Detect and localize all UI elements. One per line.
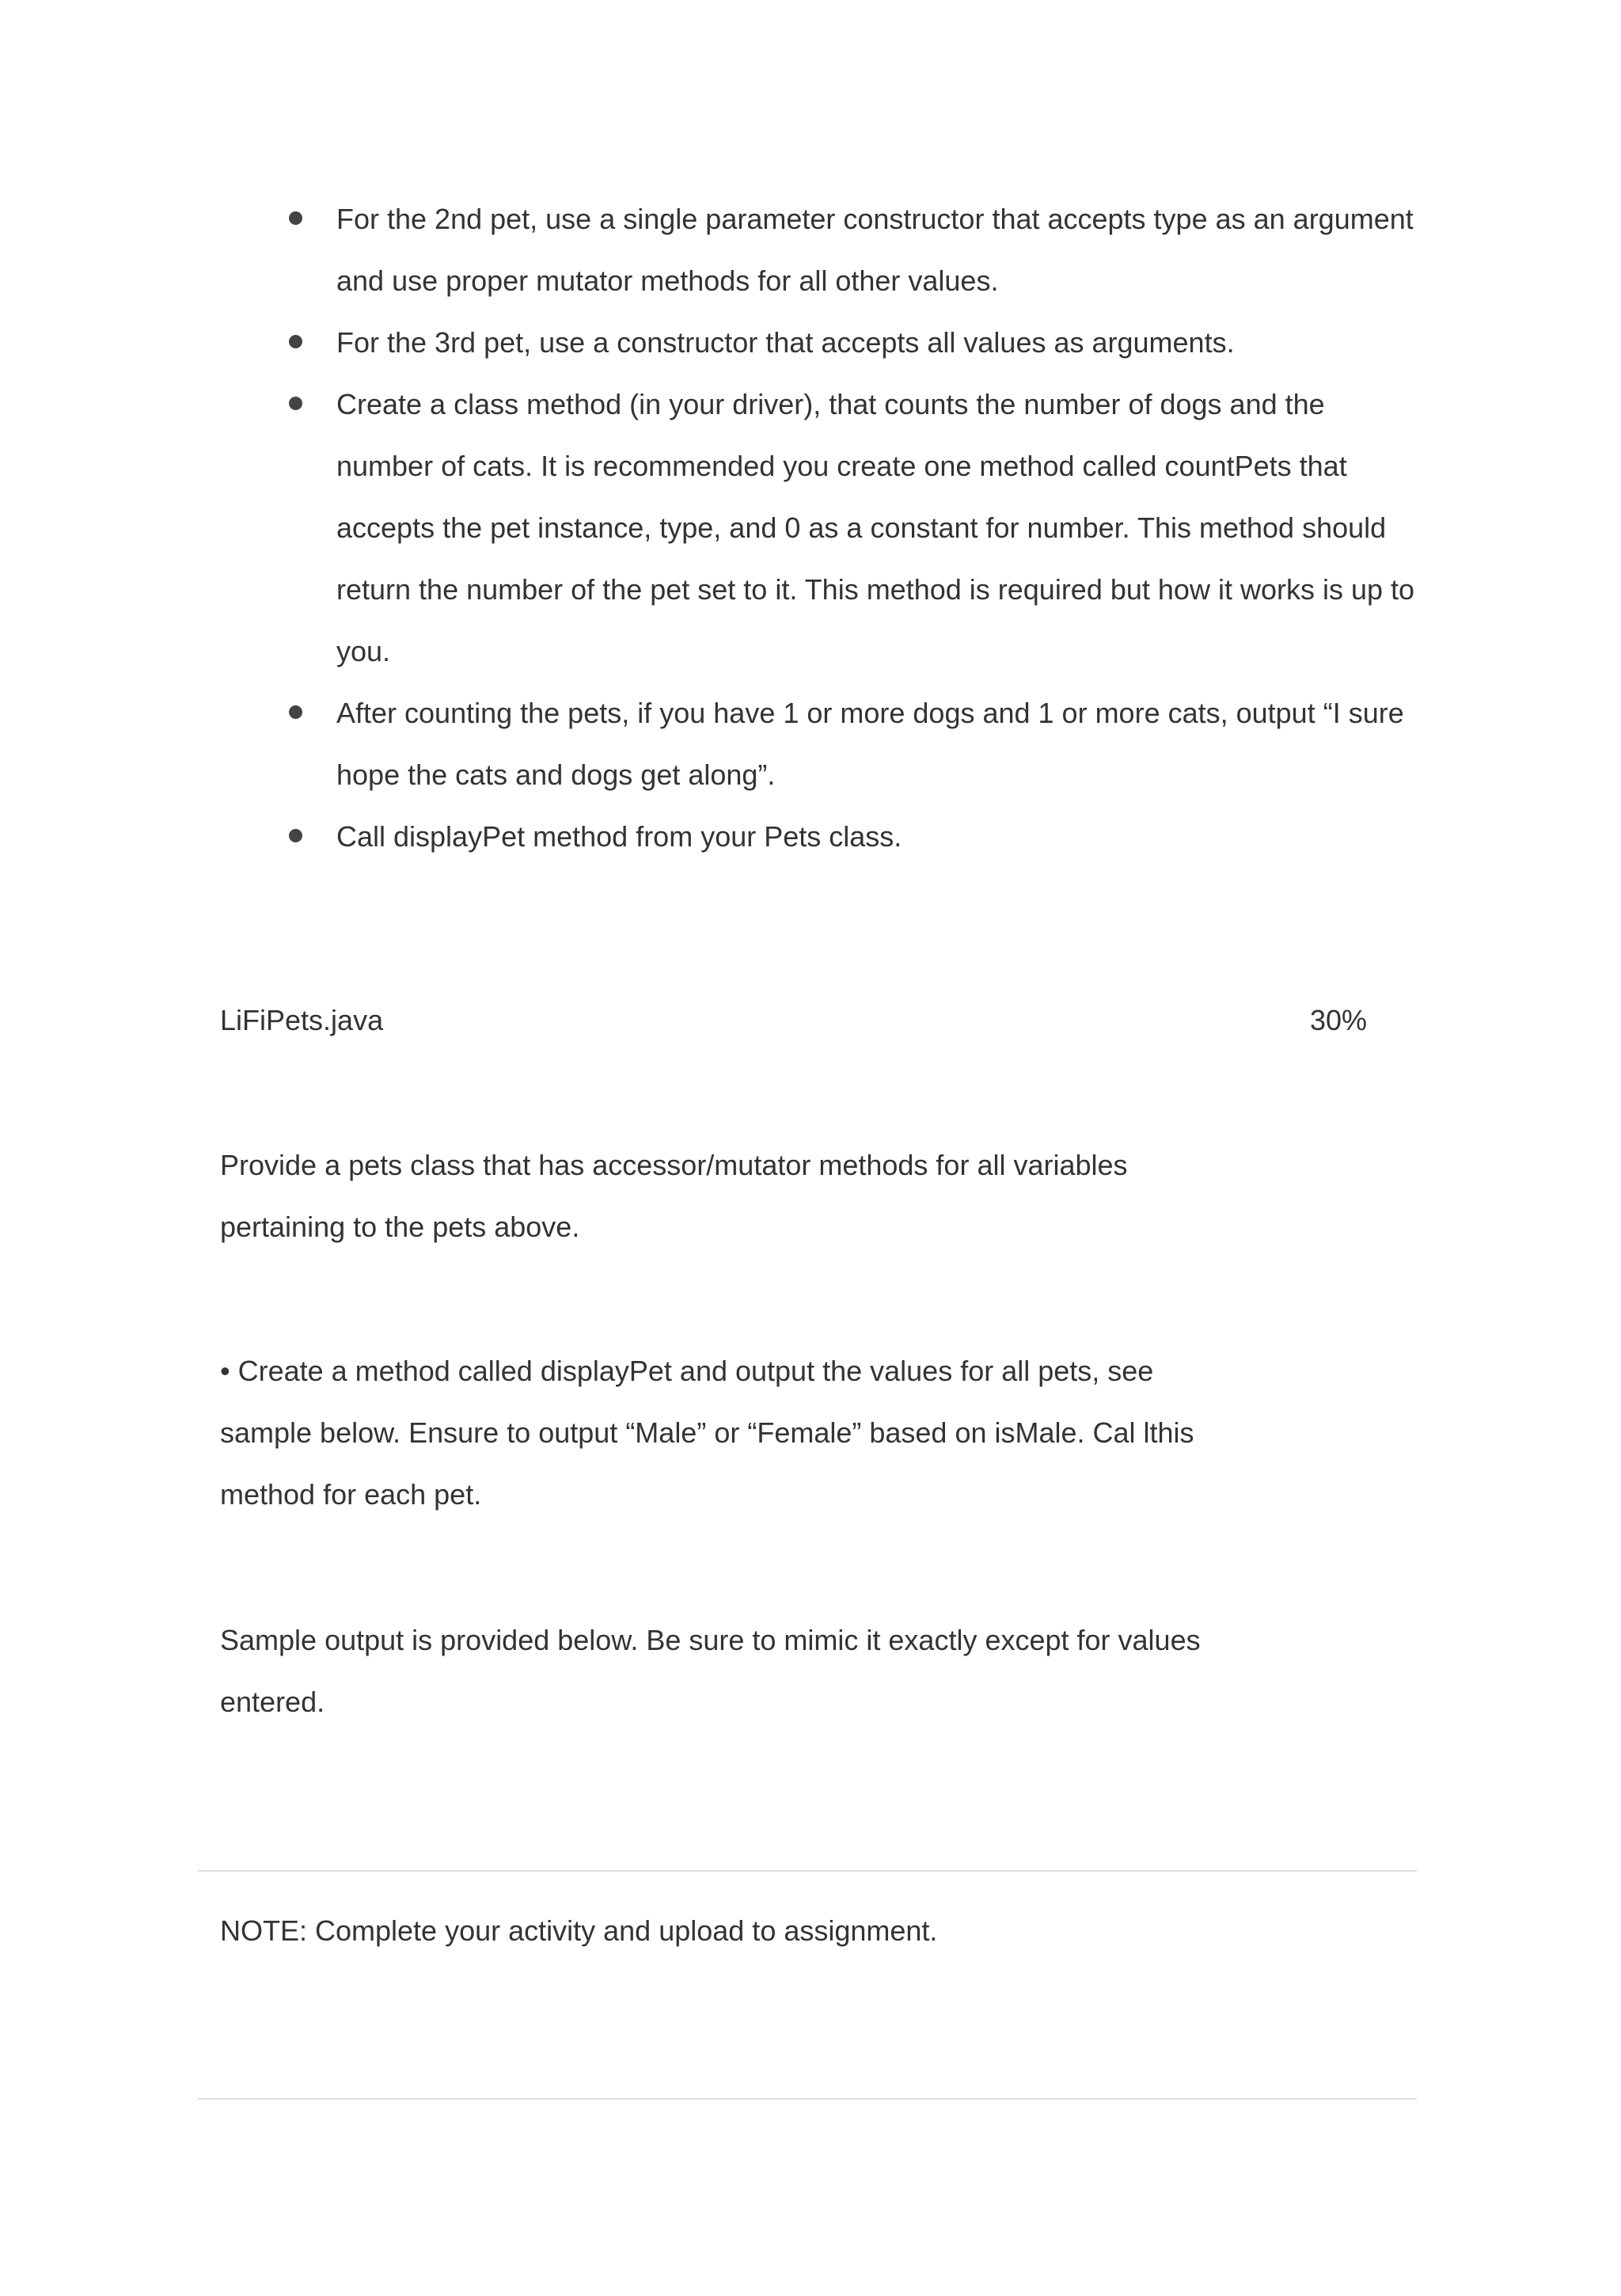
- bullet-text: Call displayPet method from your Pets class.: [336, 820, 902, 853]
- top-divider: [198, 1870, 1417, 1872]
- note-text: NOTE: Complete your activity and upload to assignment.: [220, 1914, 938, 1947]
- bullet-text: After counting the pets, if you have 1 or more dogs and 1 or more cats, output “I sure hope the cats and dogs get along”.: [336, 697, 1404, 791]
- requirements-bullet-list: [289, 188, 1429, 868]
- bullet-text: For the 2nd pet, use a single parameter constructor that accepts type as an argument and use proper mutator methods for all other values.: [336, 203, 1414, 297]
- bullet-text: Create a class method (in your driver), that counts the number of dogs and the number of cats. It is recommended you create one method called countPets that accepts the pet instance, type, and 0 as a constant for number. This method should return the number of the pet set to it. This method is required but how it works is up to you.: [336, 388, 1415, 667]
- display-pet-paragraph: • Create a method called displayPet and output the values for all pets, see sample below. Ensure to output “Male” or “Female” based on isMale. Cal lthis method for each pet.: [220, 1355, 1194, 1511]
- pets-class-paragraph: Provide a pets class that has accessor/mutator methods for all variables pertaining to the pets above.: [220, 1149, 1128, 1243]
- file-weight-percent: 30%: [1310, 1004, 1368, 1036]
- bullet-item: [289, 188, 1429, 312]
- bullet-item: [289, 374, 1429, 682]
- bullet-item: [289, 682, 1429, 806]
- bullet-item: [289, 806, 1429, 868]
- bottom-divider: [198, 2098, 1417, 2100]
- bullet-dot-icon: [289, 335, 302, 348]
- bullet-dot-icon: [289, 211, 302, 225]
- bullet-dot-icon: [289, 397, 302, 410]
- bullet-dot-icon: [289, 829, 302, 842]
- sample-output-paragraph: Sample output is provided below. Be sure to mimic it exactly except for values entered.: [220, 1624, 1201, 1718]
- bullet-text: For the 3rd pet, use a constructor that accepts all values as arguments.: [336, 326, 1235, 359]
- bullet-item: [289, 312, 1429, 374]
- file-name-heading: LiFiPets.java: [220, 1004, 384, 1036]
- bullet-dot-icon: [289, 705, 302, 719]
